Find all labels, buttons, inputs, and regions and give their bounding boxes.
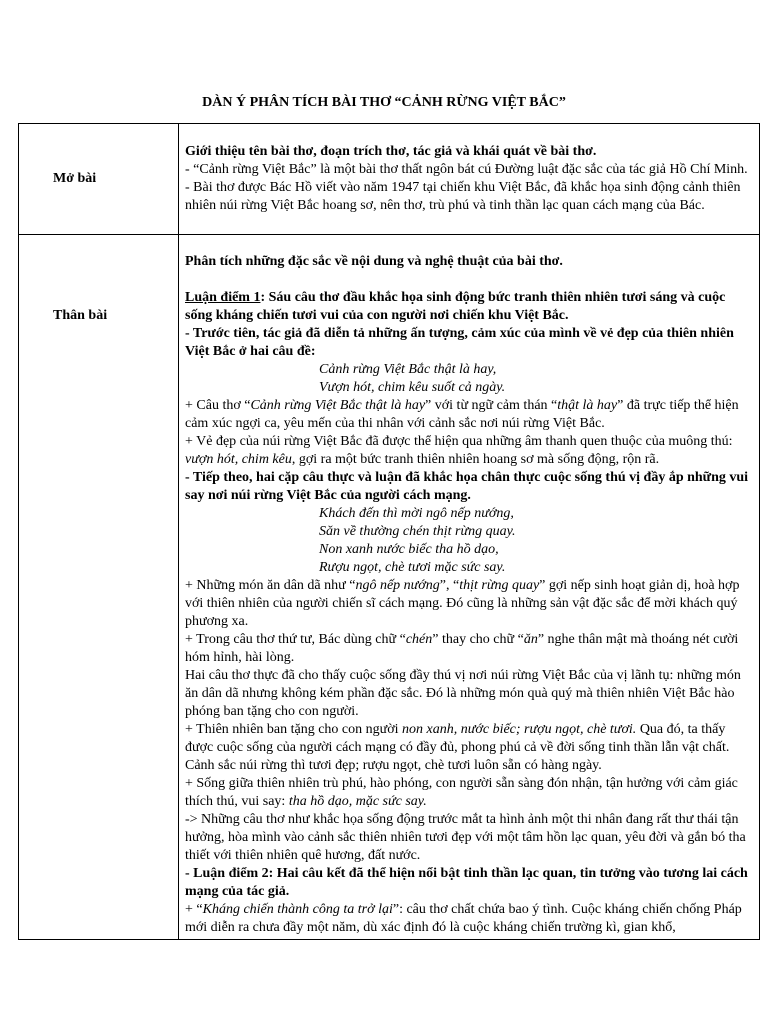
text-run: + Trong câu thơ thứ tư, Bác dùng chữ “	[185, 632, 406, 647]
text-run: ” thay cho chữ “	[432, 632, 524, 647]
verse-line: Săn về thường chén thịt rừng quay.	[319, 524, 516, 539]
text-run: + Thiên nhiên ban tặng cho con người	[185, 722, 403, 737]
paragraph-8: -> Những câu thơ như khắc họa sống động trước mắt ta hình ảnh một thi nhân đang rất thư thái tận hưởng, hòa mình vào cảnh sắc thiên nhiên tươi đẹp với một tâm hồn lạc quan, yêu đời và gắn bó tha thiết với thiên nhiên quê hương, đất nước.	[185, 812, 746, 863]
comment-3	[185, 577, 753, 631]
luan-diem-1-text: : Sáu câu thơ đầu khắc họa sinh động bức tranh thiên nhiên tươi sáng và cuộc sống kháng chiến tươi vui của con người nơi chiến khu Việt Bắc.	[185, 290, 726, 323]
mo-bai-heading: Giới thiệu tên bài thơ, đoạn trích thơ, tác giả và khái quát về bài thơ.	[185, 143, 597, 159]
ld1-point-b: - Tiếp theo, hai cặp câu thực và luận đã khắc họa chân thực cuộc sống thú vị đầy ắp những vui say nơi núi rừng Việt Bắc của người cách mạng.	[185, 470, 749, 503]
content-than-bai	[179, 235, 760, 940]
text-run-italic: ngô nếp nướng	[355, 578, 440, 593]
text-run: + Vẻ đẹp của núi rừng Việt Bắc đã được thể hiện qua những âm thanh quen thuộc của muông thú:	[185, 434, 733, 449]
verse-line: Vượn hót, chim kêu suốt cả ngày.	[319, 380, 506, 395]
comment-7	[185, 775, 753, 811]
luan-diem-1-label: Luận điểm 1	[185, 290, 261, 305]
mo-bai-paragraph-1: - “Cảnh rừng Việt Bắc” là một bài thơ thất ngôn bát cú Đường luật đặc sắc của tác giả Hồ Chí Minh.	[185, 161, 748, 177]
text-run-italic: thịt rừng quay	[459, 578, 540, 593]
than-bai-heading: Phân tích những đặc sắc về nội dung và nghệ thuật của bài thơ.	[185, 254, 563, 269]
text-run-italic: tha hồ dạo, mặc sức say.	[288, 794, 427, 809]
text-run: ” gợi nếp sinh hoạt giản dị, hoà hợp với thiên nhiên của người chiến sĩ cách mạng. Đó cũng là những sản vật đặc sắc để mời khách quý phương xa.	[185, 578, 740, 629]
content-mo-bai	[179, 124, 760, 235]
text-run: ” đã trực tiếp thể hiện cảm xúc ngợi ca, yêu mến của thi nhân với cảnh sắc nơi núi rừng Việt Bắc.	[185, 398, 739, 431]
text-run-italic: Kháng chiến thành công ta trở lại	[202, 902, 393, 917]
spacer	[185, 271, 753, 289]
label-than-bai: Thân bài	[19, 235, 179, 940]
row-mo-bai	[19, 124, 760, 235]
verse-line: Cảnh rừng Việt Bắc thật là hay,	[319, 362, 497, 377]
text-run: + “	[185, 902, 203, 917]
text-run: + Sống giữa thiên nhiên trù phú, hào phóng, con người sẵn sàng đón nhận, tận hưởng với cảm giác thích thú, vui say:	[185, 776, 738, 809]
text-run: + Câu thơ “	[185, 398, 251, 413]
comment-6	[185, 721, 753, 775]
text-run: Qua đó, ta thấy được cuộc sống của người cách mạng có đầy đủ, phong phú cả về đời sống tinh thần lẫn vật chất. Cảnh sắc núi rừng thì tươi đẹp; rượu ngọt, chè tươi luôn sẵn có hàng ngày.	[185, 722, 730, 773]
luan-diem-1	[185, 289, 753, 325]
text-run-italic: thật là hay	[557, 398, 618, 413]
comment-2	[185, 433, 753, 469]
row-than-bai	[19, 235, 760, 940]
label-mo-bai: Mở bài	[19, 124, 179, 235]
paragraph-5: Hai câu thơ thực đã cho thấy cuộc sống đầy thú vị nơi núi rừng Việt Bắc của vị lãnh tụ: những món ăn dân dã nhưng không kém phần đặc sắc. Đó là những món quà quý mà thiên nhiên Việt Bắc hào phóng ban tặng cho con người.	[185, 668, 741, 719]
verse-line: Rượu ngọt, chè tươi mặc sức say.	[319, 560, 506, 575]
comment-1	[185, 397, 753, 433]
text-run: + Những món ăn dân dã như “	[185, 578, 356, 593]
text-run-italic: ăn	[523, 632, 538, 647]
verse-line: Non xanh nước biếc tha hồ dạo,	[319, 542, 499, 557]
text-run-italic: non xanh, nước biếc; rượu ngọt, chè tươi.	[402, 722, 637, 737]
text-run: ”, “	[439, 578, 460, 593]
text-run-italic: vượn hót, chim kêu	[185, 452, 292, 467]
outline-table	[18, 123, 760, 940]
text-run-italic: Cảnh rừng Việt Bắc thật là hay	[250, 398, 426, 413]
comment-4	[185, 631, 753, 667]
verse-line: Khách đến thì mời ngô nếp nướng,	[319, 506, 514, 521]
text-run: ” với từ ngữ cảm thán “	[425, 398, 558, 413]
luan-diem-2: - Luận điểm 2: Hai câu kết đã thể hiện nổi bật tinh thần lạc quan, tin tưởng vào tương lai cách mạng của tác giả.	[185, 866, 748, 899]
text-run: ”: câu thơ chất chứa bao ý tình. Cuộc kháng chiến chống Pháp mới diễn ra chưa đầy một năm, dù xác định đó là cuộc kháng chiến trường kì, gian khổ,	[185, 902, 742, 935]
document-title: DÀN Ý PHÂN TÍCH BÀI THƠ “CẢNH RỪNG VIỆT BẮC”	[202, 95, 566, 110]
ld1-point-a: - Trước tiên, tác giả đã diễn tả những ấn tượng, cảm xúc của mình về vẻ đẹp của thiên nhiên Việt Bắc ở hai câu đề:	[185, 326, 734, 359]
mo-bai-paragraph-2: - Bài thơ được Bác Hồ viết vào năm 1947 tại chiến khu Việt Bắc, đã khắc họa sinh động cảnh thiên nhiên núi rừng Việt Bắc hoang sơ, nên thơ, trù phú và tinh thần lạc quan cách mạng của Bác.	[185, 179, 741, 213]
text-run: , gợi ra một bức tranh thiên nhiên hoang sơ mà sống động, rộn rã.	[291, 452, 660, 467]
comment-9	[185, 901, 753, 937]
text-run: ” nghe thân mật mà thoáng nét cười hóm hỉnh, hài lòng.	[185, 632, 739, 665]
text-run-italic: chén	[405, 632, 433, 647]
